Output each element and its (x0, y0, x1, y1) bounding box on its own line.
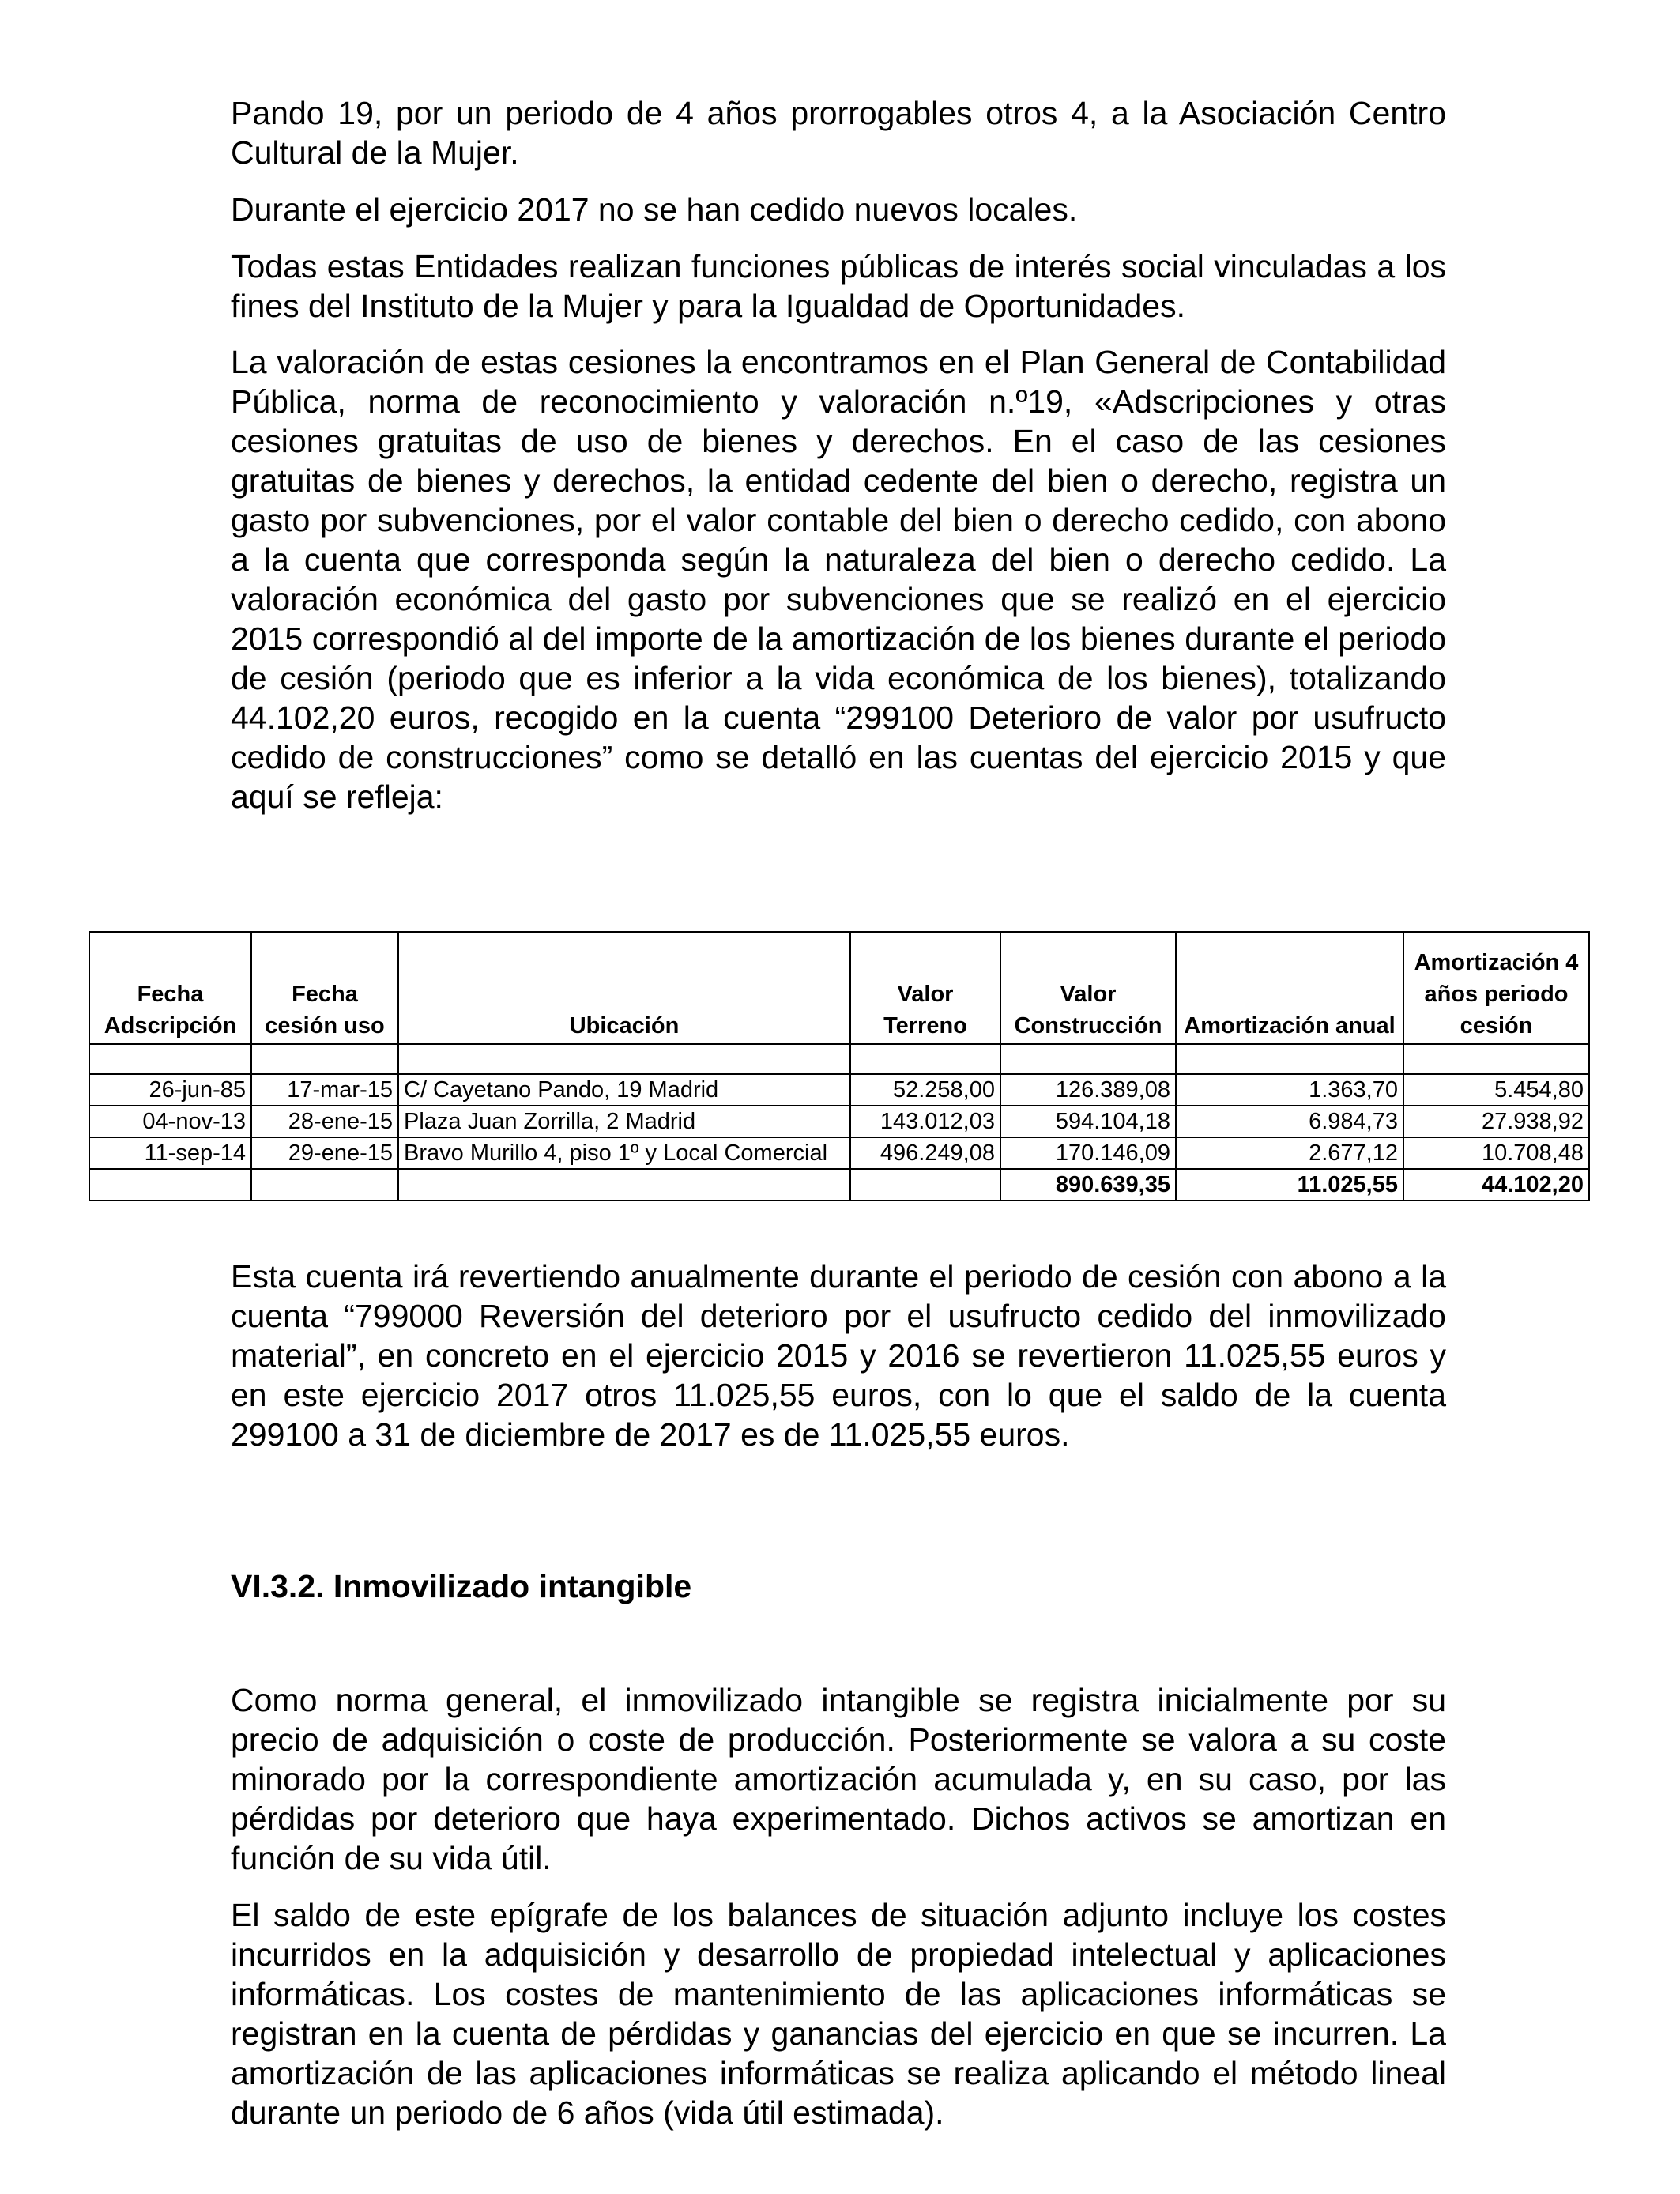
cell-fecha-adscripcion: 04-nov-13 (89, 1106, 251, 1137)
cell-valor-terreno: 143.012,03 (850, 1106, 1000, 1137)
section-heading: VI.3.2. Inmovilizado intangible (231, 1568, 692, 1604)
table-row (89, 1074, 1589, 1106)
total-valor-construccion: 890.639,35 (1000, 1169, 1176, 1201)
total-cell-empty (89, 1169, 251, 1201)
cell-fecha-cesion: 17-mar-15 (251, 1074, 398, 1106)
cell-fecha-cesion: 29-ene-15 (251, 1137, 398, 1169)
paragraph-reversion: Esta cuenta irá revertiendo anualmente durante el periodo de cesión con abono a la cuenta “799000 Reversión del deterioro por el usufructo cedido del inmovilizado material”, en concreto en el ejercicio 2015 y 2016 se revertieron 11.025,55 euros y en este ejercicio 2017 otros 11.025,55 euros, con lo que el saldo de la cuenta 299100 a 31 de diciembre de 2017 es de 11.025,55 euros. (231, 1258, 1446, 1453)
cell-fecha-adscripcion: 26-jun-85 (89, 1074, 251, 1106)
header-fecha-cesion: Fecha cesión uso (251, 932, 398, 1044)
header-fecha-adscripcion: Fecha Adscripción (89, 932, 251, 1044)
header-amortizacion-4-anos: Amortización 4 años periodo cesión (1403, 932, 1589, 1044)
table-total-row (89, 1169, 1589, 1201)
header-ubicacion: Ubicación (398, 932, 850, 1044)
paragraph-saldo-epigrafe: El saldo de este epígrafe de los balances de situación adjunto incluye los costes incurridos en la adquisición y desarrollo de propiedad intelectual y aplicaciones informáticas. Los costes de mantenimiento de las aplicaciones informáticas se registran en la cuenta de pérdidas y ganancias del ejercicio en que se incurren. La amortización de las aplicaciones informáticas se realiza aplicando el método lineal durante un periodo de 6 años (vida útil estimada). (231, 1897, 1446, 2131)
cell-fecha-cesion: 28-ene-15 (251, 1106, 398, 1137)
cell-valor-terreno: 52.258,00 (850, 1074, 1000, 1106)
paragraph-valoracion: La valoración de estas cesiones la encontramos en el Plan General de Contabilidad Pública, norma de reconocimiento y valoración n.º19, «Adscripciones y otras cesiones gratuitas de uso de bienes y derechos. En el caso de las cesiones gratuitas de bienes y derechos, la entidad cedente del bien o derecho, registra un gasto por subvenciones, por el valor contable del bien o derecho cedido, con abono a la cuenta que corresponda según la naturaleza del bien o derecho cedido. La valoración económica del gasto por subvenciones que se realizó en el ejercicio 2015 correspondió al del importe de la amortización de los bienes durante el periodo de cesión (periodo que es inferior a la vida económica de los bienes), totalizando 44.102,20 euros, recogido en la cuenta “299100 Deterioro de valor por usufructo cedido de construcciones” como se detalló en las cuentas del ejercicio 2015 y que aquí se refleja: (231, 344, 1446, 815)
cell-valor-construccion: 126.389,08 (1000, 1074, 1176, 1106)
cell-valor-construccion: 594.104,18 (1000, 1106, 1176, 1137)
cesiones-table (89, 931, 1590, 1201)
total-cell-empty (398, 1169, 850, 1201)
header-amortizacion-anual: Amortización anual (1176, 932, 1403, 1044)
cell-amortizacion-4-anos: 5.454,80 (1403, 1074, 1589, 1106)
cell-fecha-adscripcion: 11-sep-14 (89, 1137, 251, 1169)
paragraph-entidades: Todas estas Entidades realizan funciones públicas de interés social vinculadas a los fines del Instituto de la Mujer y para la Igualdad de Oportunidades. (231, 248, 1446, 324)
cell-amortizacion-4-anos: 27.938,92 (1403, 1106, 1589, 1137)
total-cell-empty (251, 1169, 398, 1201)
paragraph-no-new-locales: Durante el ejercicio 2017 no se han cedido nuevos locales. (231, 191, 1078, 228)
table-row (89, 1137, 1589, 1169)
cell-valor-construccion: 170.146,09 (1000, 1137, 1176, 1169)
paragraph-intro: Pando 19, por un periodo de 4 años prorrogables otros 4, a la Asociación Centro Cultural de la Mujer. (231, 95, 1446, 171)
paragraph-norma-general: Como norma general, el inmovilizado intangible se registra inicialmente por su precio de adquisición o coste de producción. Posteriormente se valora a su coste minorado por la correspondiente amortización acumulada y, en su caso, por las pérdidas por deterioro que haya experimentado. Dichos activos se amortizan en función de su vida útil. (231, 1682, 1446, 1876)
cell-amortizacion-4-anos: 10.708,48 (1403, 1137, 1589, 1169)
cell-amortizacion-anual: 2.677,12 (1176, 1137, 1403, 1169)
cell-valor-terreno: 496.249,08 (850, 1137, 1000, 1169)
total-cell-empty (850, 1169, 1000, 1201)
table-row (89, 1106, 1589, 1137)
header-valor-terreno: Valor Terreno (850, 932, 1000, 1044)
total-amortizacion-4-anos: 44.102,20 (1403, 1169, 1589, 1201)
cell-ubicacion: C/ Cayetano Pando, 19 Madrid (398, 1074, 850, 1106)
total-amortizacion-anual: 11.025,55 (1176, 1169, 1403, 1201)
table-header-row (89, 932, 1589, 1044)
cell-amortizacion-anual: 6.984,73 (1176, 1106, 1403, 1137)
table-spacer-row (89, 1044, 1589, 1074)
cell-amortizacion-anual: 1.363,70 (1176, 1074, 1403, 1106)
cell-ubicacion: Plaza Juan Zorrilla, 2 Madrid (398, 1106, 850, 1137)
header-valor-construccion: Valor Construcción (1000, 932, 1176, 1044)
cell-ubicacion: Bravo Murillo 4, piso 1º y Local Comercial (398, 1137, 850, 1169)
